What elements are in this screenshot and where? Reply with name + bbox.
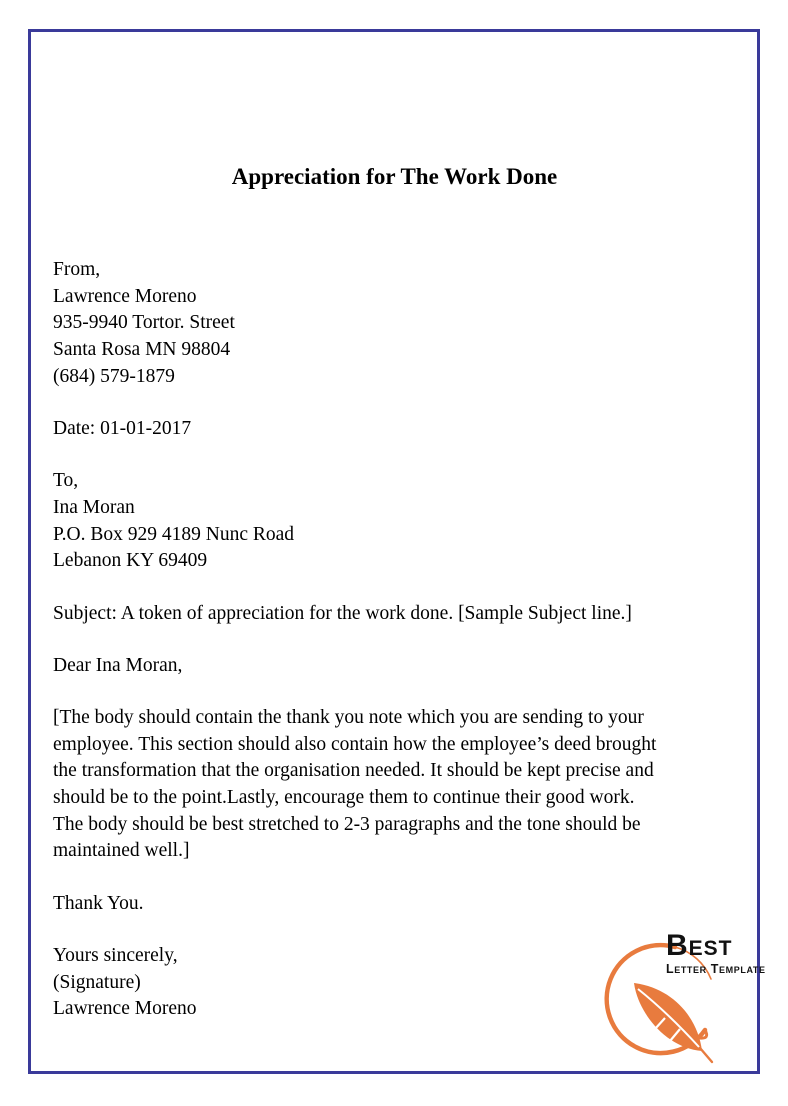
to-name: Ina Moran [53,496,135,518]
from-label: From, [53,259,101,280]
to-city: Lebanon KY 69409 [53,550,208,572]
letter-body: [The body should contain the thank you note which you are sending to your employee. This section should also contain how the employee’s deed brought the transformation that the organisation needed. It should be kept precise and should be to the point.Lastly, encourage them to continue their good work. The body should be best stretched to 2-3 paragraphs and the tone should be maintained well.] [53,706,657,862]
valediction: Yours sincerely, [53,944,178,966]
to-label: To, [53,470,79,492]
from-city: Santa Rosa MN 98804 [53,339,231,361]
letter-content [53,0,736,1023]
closing-name: Lawrence Moreno [53,998,197,1020]
logo-brand-tagline: Letter Template [666,962,766,976]
to-street: P.O. Box 929 4189 Nunc Road [53,523,295,545]
from-street: 935-9940 Tortor. Street [53,312,235,334]
date-line: Date: 01-01-2017 [53,418,192,440]
best-letter-template-logo [598,929,766,1083]
subject-line: Subject: A token of appreciation for the work done. [Sample Subject line.] [53,602,632,624]
from-phone: (684) 579-1879 [53,365,175,387]
thank-you-line: Thank You. [53,892,144,914]
to-block [53,468,736,575]
letter-title: Appreciation for The Work Done [231,164,558,189]
salutation: Dear Ina Moran, [53,654,183,676]
from-block [53,257,736,391]
logo-brand-name: Best [666,929,733,962]
from-name: Lawrence Moreno [53,285,197,307]
signature-placeholder: (Signature) [53,971,141,993]
